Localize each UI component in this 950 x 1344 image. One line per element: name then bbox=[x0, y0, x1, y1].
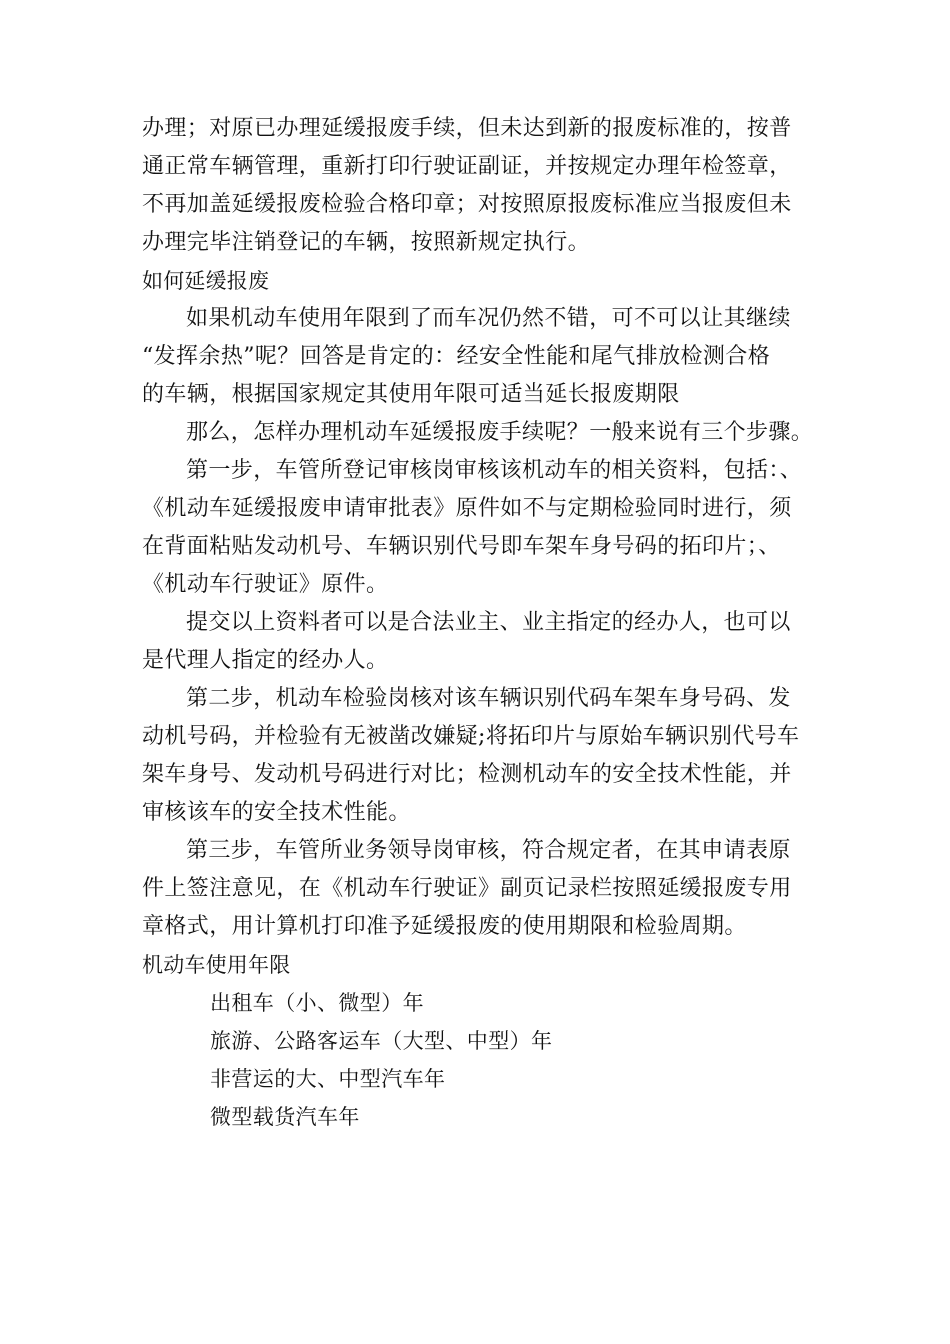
text-line: 章格式，用计算机打印准予延缓报废的使用期限和检验周期。 bbox=[142, 914, 747, 939]
paragraph bbox=[142, 300, 812, 414]
text-line: 在背面粘贴发动机号、车辆识别代号即车架车身号码的拓印片；、 bbox=[142, 534, 781, 559]
text-line: 《机动车行驶证》原件。 bbox=[142, 572, 389, 597]
text-line: 件上签注意见，在《机动车行驶证》副页记录栏按照延缓报废专用 bbox=[142, 876, 792, 901]
list-item: 非营运的大、中型汽车年 bbox=[210, 1067, 446, 1091]
text-line: 《机动车延缓报废申请审批表》原件如不与定期检验同时进行，须 bbox=[142, 496, 792, 521]
paragraph bbox=[142, 832, 812, 946]
text-line: 审核该车的安全技术性能。 bbox=[142, 800, 411, 825]
text-line: 办理完毕注销登记的车辆，按照新规定执行。 bbox=[142, 230, 591, 255]
list-item: 微型载货汽车年 bbox=[210, 1105, 360, 1129]
text-line: “发挥余热”呢？回答是肯定的：经安全性能和尾气排放检测合格 bbox=[142, 344, 771, 369]
text-line: 动机号码，并检验有无被凿改嫌疑;将拓印片与原始车辆识别代号车 bbox=[142, 724, 800, 749]
text-line: 是代理人指定的经办人。 bbox=[142, 648, 389, 673]
list-item: 旅游、公路客运车（大型、中型）年 bbox=[210, 1029, 553, 1053]
paragraph-continued bbox=[142, 110, 812, 262]
section-heading-years: 机动车使用年限 bbox=[142, 953, 291, 977]
text-line: 第三步，车管所业务领导岗审核，符合规定者，在其申请表原 bbox=[186, 838, 791, 863]
paragraph bbox=[142, 452, 812, 604]
text-line: 第一步，车管所登记审核岗审核该机动车的相关资料，包括：、 bbox=[186, 458, 803, 483]
paragraph bbox=[142, 414, 812, 452]
text-line: 第二步，机动车检验岗核对该车辆识别代码车架车身号码、发 bbox=[186, 686, 791, 711]
text-line: 办理；对原已办理延缓报废手续，但未达到新的报废标准的，按普 bbox=[142, 116, 792, 141]
text-line: 提交以上资料者可以是合法业主、业主指定的经办人，也可以 bbox=[186, 610, 791, 635]
paragraph bbox=[142, 604, 812, 680]
list-item: 出租车（小、微型）年 bbox=[210, 991, 424, 1015]
vehicle-years-list bbox=[142, 984, 812, 1136]
text-line: 的车辆，根据国家规定其使用年限可适当延长报废期限 bbox=[142, 382, 680, 407]
text-line: 那么，怎样办理机动车延缓报废手续呢？一般来说有三个步骤。 bbox=[186, 420, 814, 445]
document-body bbox=[142, 110, 812, 1136]
text-line: 架车身号、发动机号码进行对比；检测机动车的安全技术性能，并 bbox=[142, 762, 792, 787]
paragraph bbox=[142, 680, 812, 832]
section-heading-delay: 如何延缓报废 bbox=[142, 269, 270, 293]
text-line: 通正常车辆管理，重新打印行驶证副证，并按规定办理年检签章， bbox=[142, 154, 792, 179]
text-line: 如果机动车使用年限到了而车况仍然不错，可不可以让其继续 bbox=[186, 306, 791, 331]
text-line: 不再加盖延缓报废检验合格印章；对按照原报废标准应当报废但未 bbox=[142, 192, 792, 217]
